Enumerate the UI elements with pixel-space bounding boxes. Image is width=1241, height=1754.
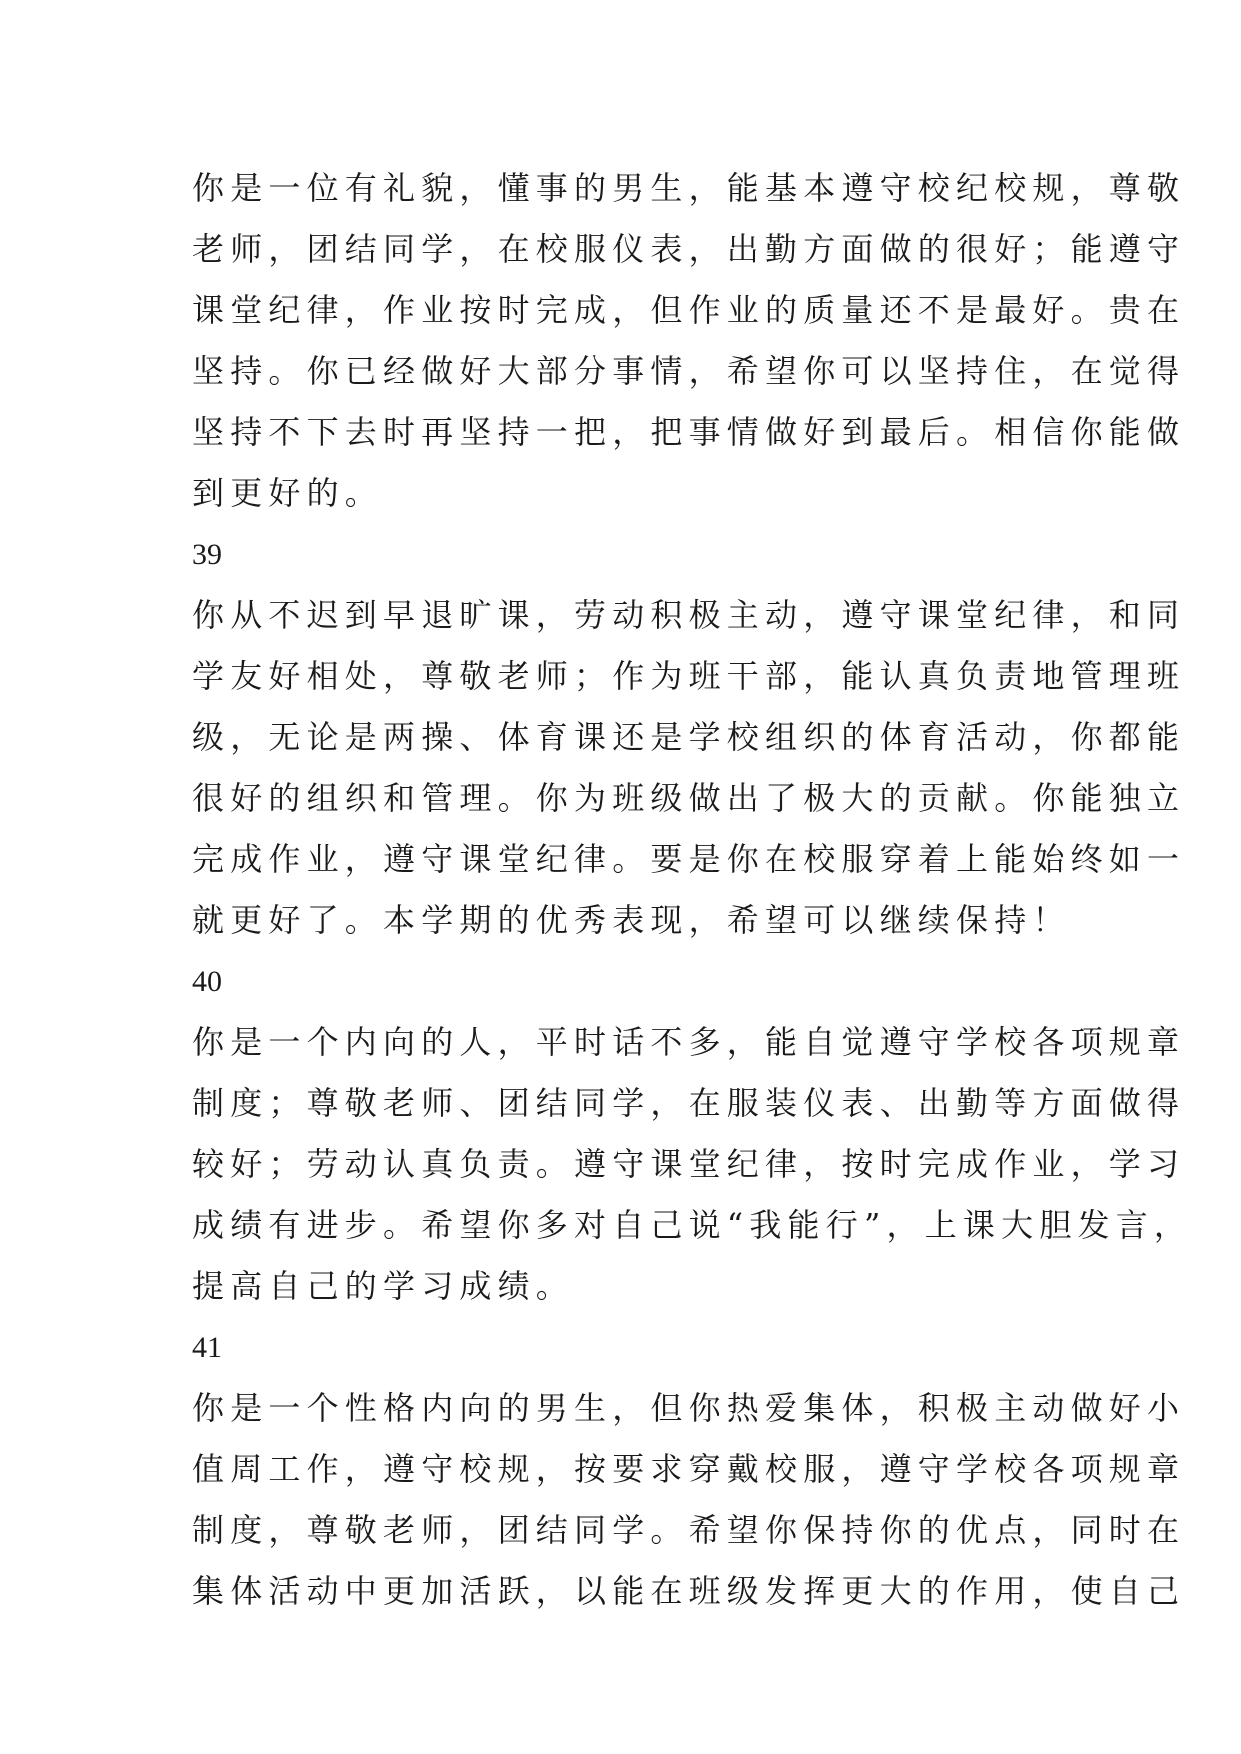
text-line: 成绩有进步。希望你多对自己说“我能行”，上课大胆发言， <box>192 1206 1193 1244</box>
text-line: 学友好相处，尊敬老师；作为班干部，能认真负责地管理班 <box>192 657 1186 695</box>
text-line: 较好；劳动认真负责。遵守课堂纪律，按时完成作业，学习 <box>192 1145 1186 1183</box>
text-line: 你是一位有礼貌，懂事的男生，能基本遵守校纪校规，尊敬 <box>192 169 1186 207</box>
text-line: 制度；尊敬老师、团结同学，在服装仪表、出勤等方面做得 <box>192 1084 1186 1122</box>
text-line: 值周工作，遵守校规，按要求穿戴校服，遵守学校各项规章 <box>192 1450 1186 1488</box>
entry-number: 41 <box>192 1331 222 1364</box>
entry-number: 39 <box>192 538 222 571</box>
text-line: 你是一个内向的人，平时话不多，能自觉遵守学校各项规章 <box>192 1023 1186 1061</box>
text-line: 你是一个性格内向的男生，但你热爱集体，积极主动做好小 <box>192 1389 1186 1427</box>
comment-entry <box>192 158 1186 524</box>
comment-entry <box>192 524 1186 951</box>
text-line: 很好的组织和管理。你为班级做出了极大的贡献。你能独立 <box>192 779 1186 817</box>
text-line: 级，无论是两操、体育课还是学校组织的体育活动，你都能 <box>192 718 1186 756</box>
text-line: 提高自己的学习成绩。 <box>192 1267 575 1305</box>
text-line: 完成作业，遵守课堂纪律。要是你在校服穿着上能始终如一 <box>192 840 1186 878</box>
text-line: 集体活动中更加活跃，以能在班级发挥更大的作用，使自己 <box>192 1572 1186 1610</box>
text-line: 坚持不下去时再坚持一把，把事情做好到最后。相信你能做 <box>192 413 1186 451</box>
text-line: 课堂纪律，作业按时完成，但作业的质量还不是最好。贵在 <box>192 291 1186 329</box>
text-line: 就更好了。本学期的优秀表现，希望可以继续保持！ <box>192 901 1071 939</box>
text-line: 到更好的。 <box>192 474 384 512</box>
entry-number: 40 <box>192 965 222 998</box>
text-line: 老师，团结同学，在校服仪表，出勤方面做的很好；能遵守 <box>192 230 1186 268</box>
document-page <box>192 158 1193 1622</box>
text-line: 你从不迟到早退旷课，劳动积极主动，遵守课堂纪律，和同 <box>192 596 1186 634</box>
text-line: 制度，尊敬老师，团结同学。希望你保持你的优点，同时在 <box>192 1511 1186 1549</box>
comment-entry <box>192 1317 1186 1622</box>
text-line: 坚持。你已经做好大部分事情，希望你可以坚持住，在觉得 <box>192 352 1186 390</box>
comment-entry <box>192 951 1193 1317</box>
